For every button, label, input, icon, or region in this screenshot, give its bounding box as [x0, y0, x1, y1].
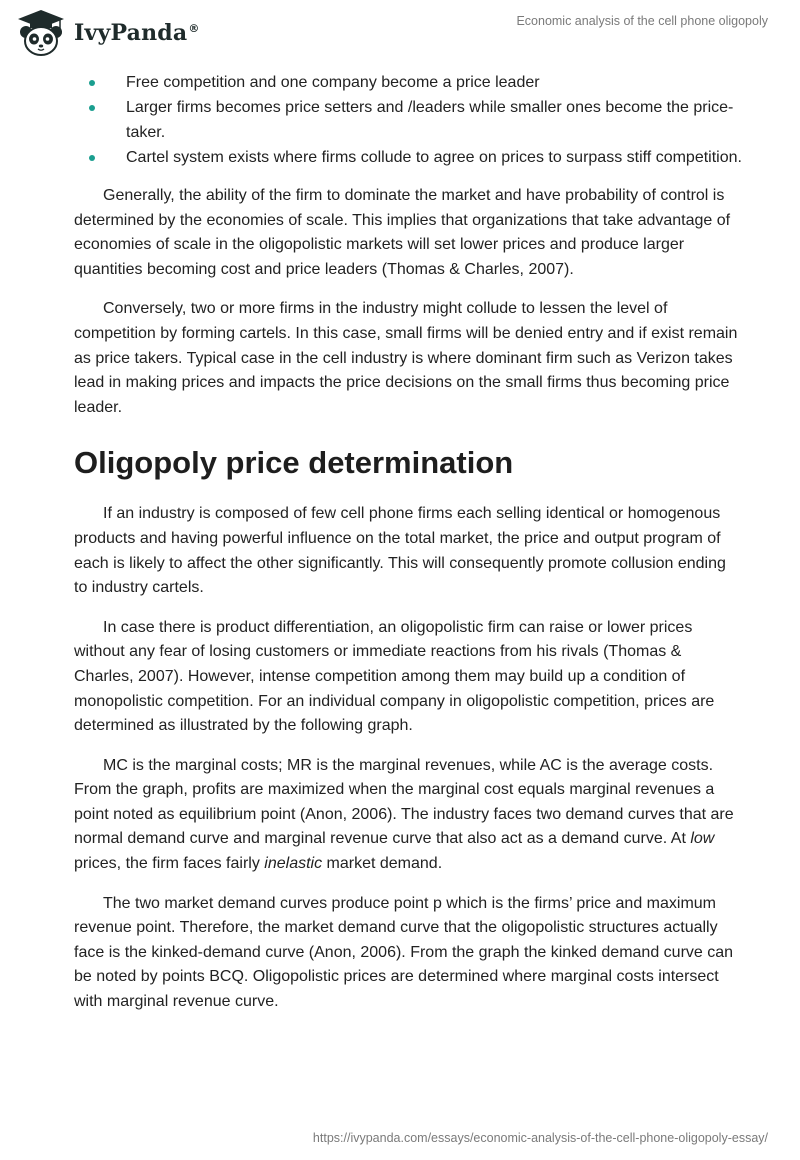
panda-graduate-icon — [14, 8, 68, 58]
page-header — [0, 0, 800, 64]
essay-body — [74, 70, 742, 1015]
source-url-link[interactable]: https://ivypanda.com/essays/economic-analysis-of-the-cell-phone-oligopoly-essay/ — [312, 1131, 768, 1145]
paragraph-marginal-costs: MC is the marginal costs; MR is the marginal revenues, while AC is the average costs. From the graph, profits are maximized when the marginal cost equals marginal revenues a point noted as equilibrium point (Anon, 2006). The industry faces two demand curves that are normal demand curve and marginal revenue curve that also act as a demand curve. At low prices, the firm faces fairly inelastic market demand. — [74, 756, 734, 873]
paragraph-economies-of-scale: Generally, the ability of the firm to dominate the market and have probability of control is determined by the economies of scale. This implies that organizations that take advantage of economies of scale in the oligopolistic markets will set lower prices and produce larger quantities becoming cost and price leaders (Thomas & Charles, 2007). — [74, 187, 731, 278]
logo-wordmark: IvyPanda® — [74, 20, 200, 46]
document-title: Economic analysis of the cell phone oligopoly — [516, 14, 768, 28]
emphasis-inelastic: inelastic — [264, 855, 323, 873]
list-item — [74, 145, 742, 170]
paragraph-kinked-demand: The two market demand curves produce point p which is the firms’ price and maximum revenue point. Therefore, the market demand curve that the oligopolistic structures actually face is the kinked-demand curve (Anon, 2006). From the graph the kinked demand curve can be noted by points BCQ. Oligopolistic prices are determined where marginal costs intersect with marginal revenue curve. — [74, 894, 734, 1011]
bullet-dot-icon — [89, 105, 95, 111]
bullet-list — [74, 70, 742, 170]
paragraph-industry-composition: If an industry is composed of few cell phone firms each selling identical or homogenous products and having powerful influence on the total market, the price and output program of each is likely to affect the other significantly. This will consequently promote collusion ending to industry cartels. — [74, 505, 726, 597]
list-item-text: Free competition and one company become a price leader — [126, 74, 540, 91]
ivypanda-logo[interactable] — [14, 8, 200, 58]
list-item — [74, 95, 742, 145]
section-heading: Oligopoly price determination — [74, 445, 514, 481]
paragraph-product-differentiation: In case there is product differentiation, an oligopolistic firm can raise or lower prices without any fear of losing customers or immediate reactions from his rivals (Thomas & Charles, 2007). However, intense competition among them may build up a condition of monopolistic competition. For an individual company in oligopolistic competition, prices are determined as illustrated by the following graph. — [74, 618, 715, 735]
list-item — [74, 70, 742, 95]
emphasis-low: low — [690, 830, 715, 848]
paragraph-cartels: Conversely, two or more firms in the industry might collude to lessen the level of competition by forming cartels. In this case, small firms will be denied entry and if exist remain as price takers. Typical case in the cell industry is where dominant firm such as Verizon takes lead in making prices and impacts the price decisions on the small firms thus becoming price leader. — [74, 300, 738, 416]
registered-mark: ® — [188, 22, 200, 35]
bullet-dot-icon — [89, 155, 95, 161]
bullet-dot-icon — [89, 80, 95, 86]
list-item-text: Cartel system exists where firms collude to agree on prices to surpass stiff competition. — [126, 149, 742, 166]
list-item-text: Larger firms becomes price setters and /leaders while smaller ones become the price-taker. — [126, 99, 734, 141]
